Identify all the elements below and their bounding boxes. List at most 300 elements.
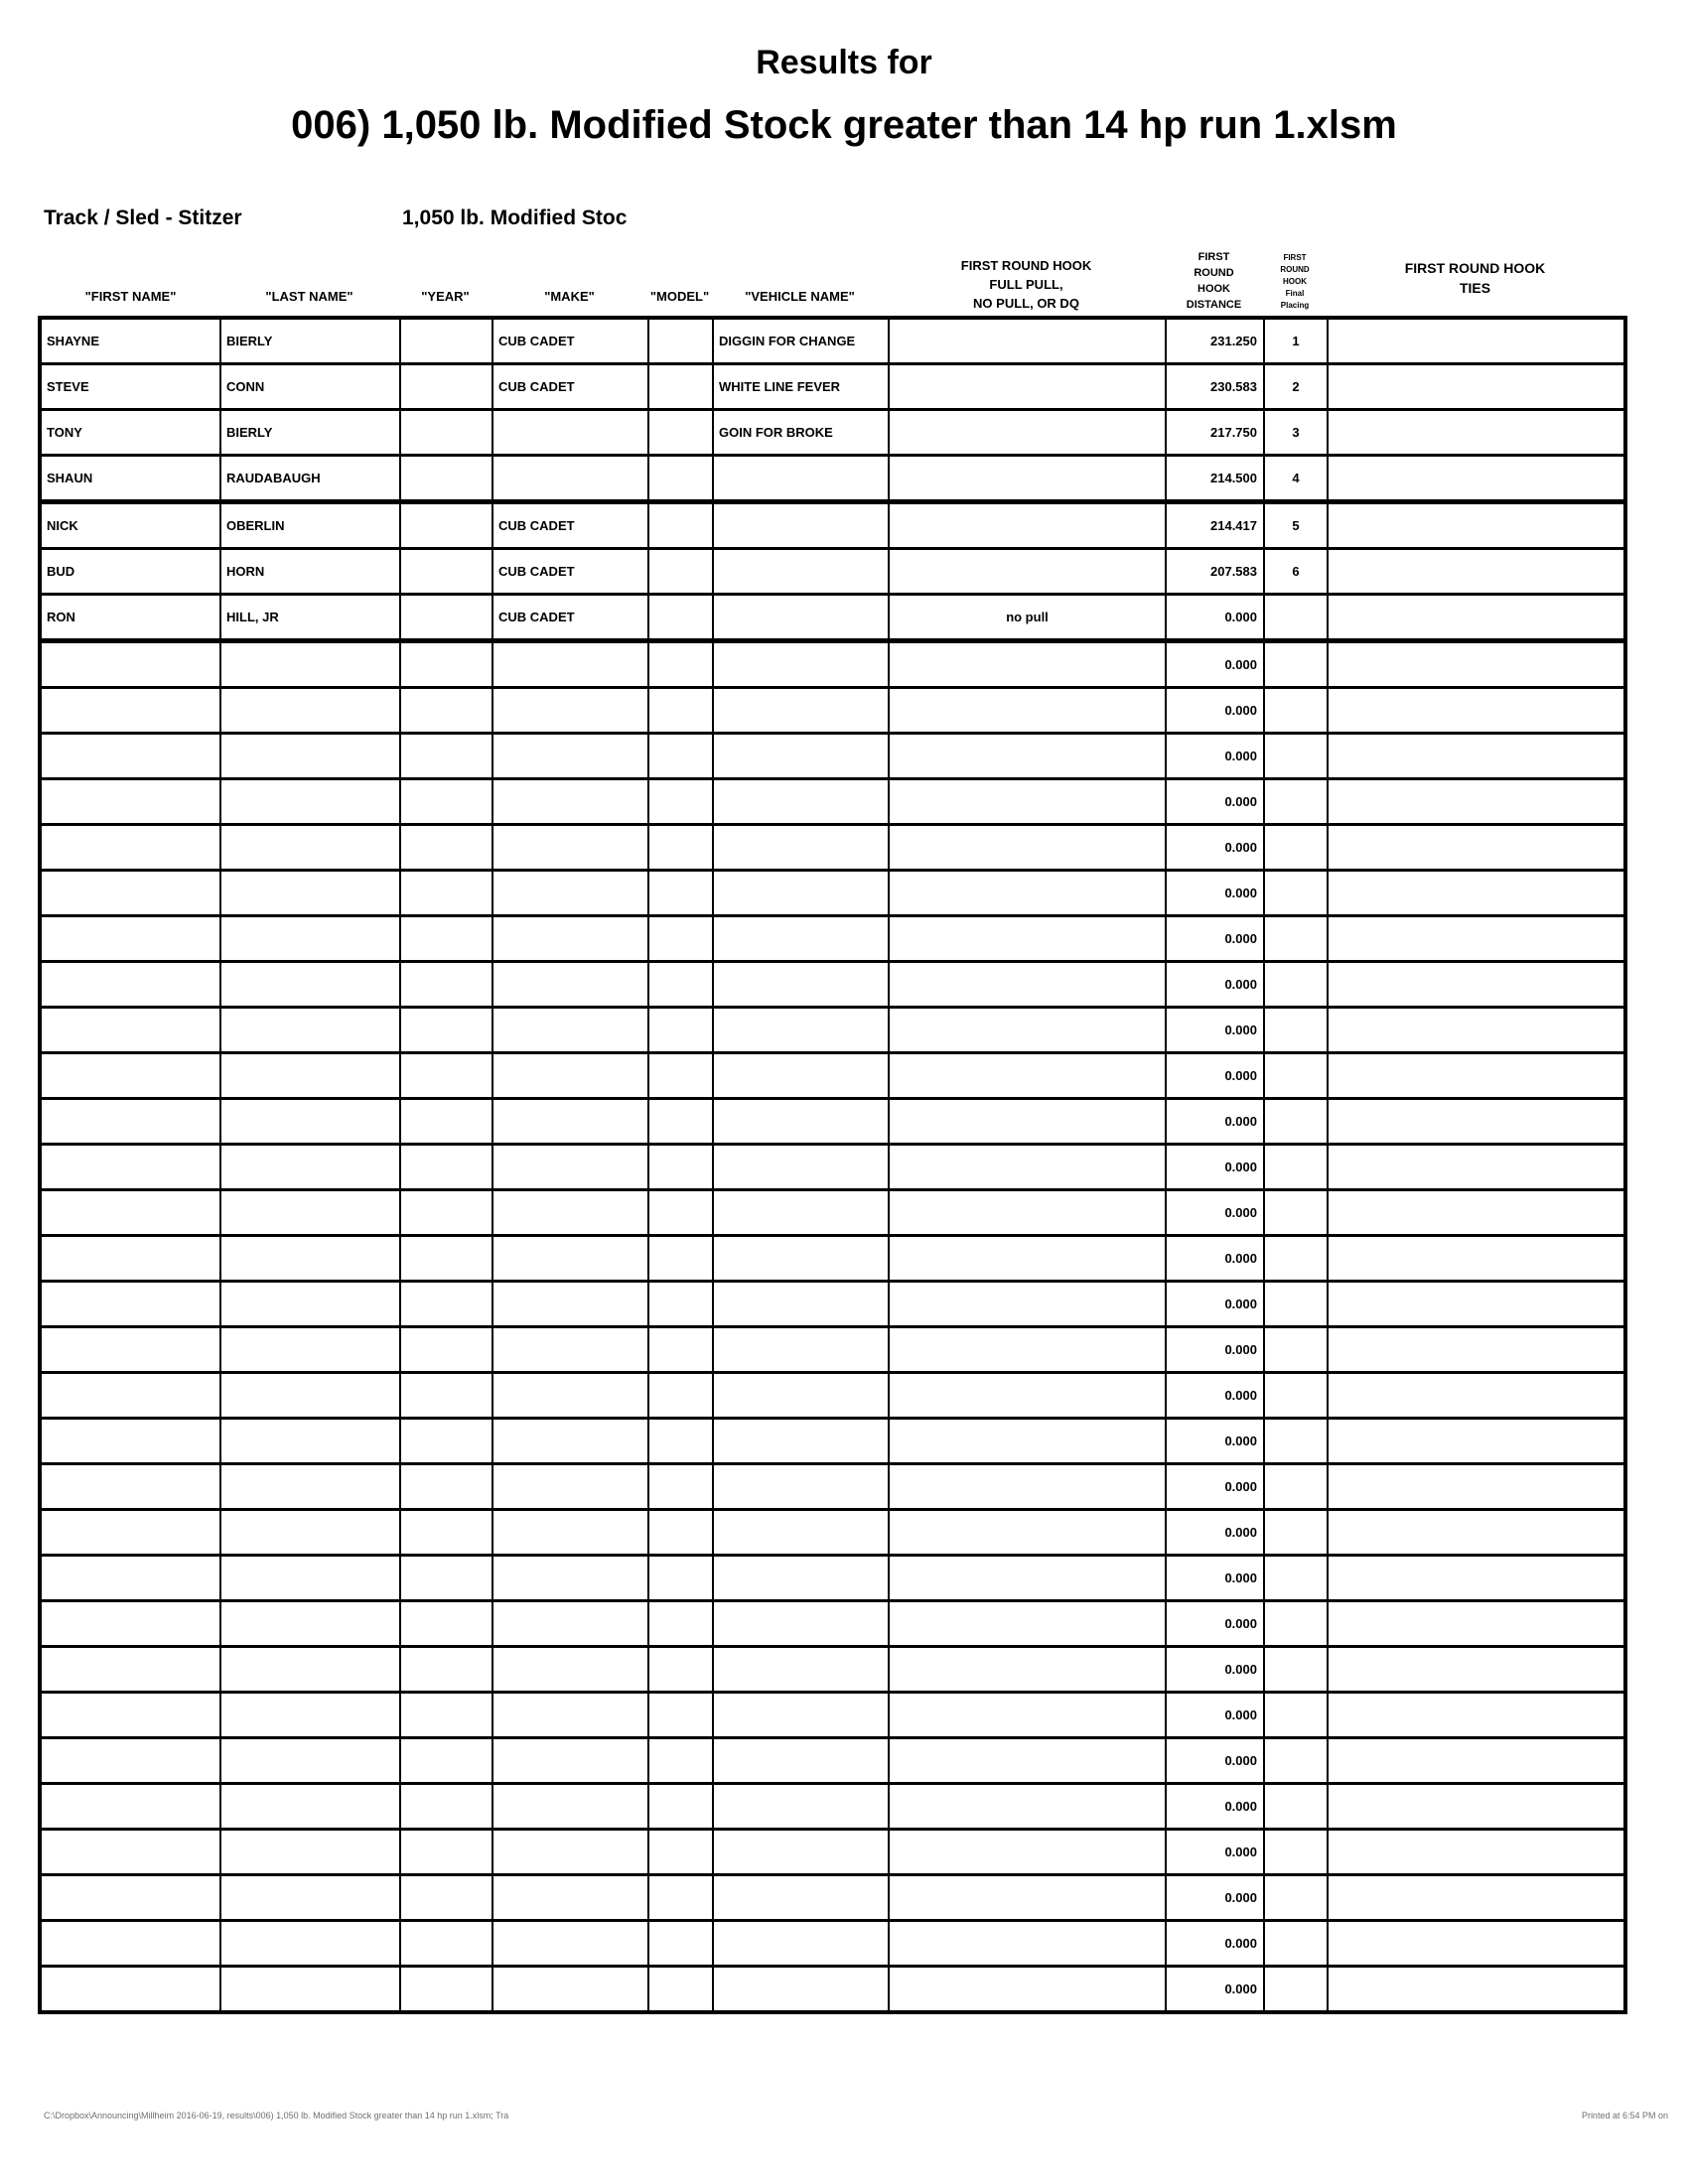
cell-placing xyxy=(1263,963,1327,1006)
column-header-ties: FIRST ROUND HOOK TIES xyxy=(1404,260,1546,296)
cell-last_name: BIERLY xyxy=(219,411,399,454)
cell-ties xyxy=(1327,1191,1623,1234)
cell-ties xyxy=(1327,504,1623,547)
cell-full_pull xyxy=(888,826,1165,869)
cell-first_name: BUD xyxy=(47,564,75,579)
table-row xyxy=(42,1508,1623,1554)
cell-make xyxy=(492,917,647,960)
cell-distance: 0.000 xyxy=(1165,1374,1263,1417)
cell-distance: 214.500 xyxy=(1165,457,1263,499)
cell-year xyxy=(399,1054,492,1097)
cell-year xyxy=(399,1785,492,1828)
cell-placing xyxy=(1263,1420,1327,1462)
cell-make xyxy=(492,1191,647,1234)
table-header-row xyxy=(42,238,1623,314)
cell-distance: 0.000 xyxy=(1165,1785,1263,1828)
table-row xyxy=(42,638,1623,686)
class-name-truncated: 1,050 lb. Modified Stoc xyxy=(402,206,628,229)
cell-ties xyxy=(1327,1237,1623,1280)
cell-make xyxy=(492,1146,647,1188)
column-header-full_pull: FIRST ROUND HOOK FULL PULL, NO PULL, OR DQ xyxy=(960,258,1092,311)
cell-full_pull xyxy=(888,1328,1165,1371)
cell-placing: 3 xyxy=(1263,411,1327,454)
table-row xyxy=(42,1006,1623,1051)
cell-ties xyxy=(1327,1054,1623,1097)
cell-ties xyxy=(1327,1465,1623,1508)
cell-last_name: HORN xyxy=(219,550,399,593)
page-title: Results for xyxy=(756,44,932,81)
cell-model xyxy=(647,1054,712,1097)
table-row xyxy=(42,408,1623,454)
cell-last_name xyxy=(219,1054,399,1097)
cell-ties xyxy=(1327,643,1623,686)
cell-placing xyxy=(1263,643,1327,686)
cell-vehicle_name xyxy=(712,963,888,1006)
cell-placing xyxy=(1263,1831,1327,1873)
cell-vehicle_name xyxy=(712,1785,888,1828)
table-row xyxy=(42,686,1623,732)
cell-ties xyxy=(1327,320,1623,362)
cell-full_pull xyxy=(888,1420,1165,1462)
cell-make xyxy=(492,780,647,823)
table-row xyxy=(42,1325,1623,1371)
cell-placing xyxy=(1263,1191,1327,1234)
cell-vehicle_name xyxy=(712,1054,888,1097)
cell-make xyxy=(492,1831,647,1873)
cell-make xyxy=(492,643,647,686)
cell-year xyxy=(399,1100,492,1143)
cell-last_name xyxy=(219,1009,399,1051)
cell-last_name xyxy=(219,1831,399,1873)
cell-make: CUB CADET xyxy=(492,365,647,408)
cell-make xyxy=(492,1100,647,1143)
cell-model xyxy=(647,365,712,408)
cell-vehicle_name xyxy=(712,1420,888,1462)
cell-model xyxy=(647,643,712,686)
cell-first_name xyxy=(42,1922,219,1965)
cell-distance: 0.000 xyxy=(1165,1557,1263,1599)
cell-full_pull xyxy=(888,1922,1165,1965)
cell-first_name xyxy=(42,643,219,686)
cell-make xyxy=(492,1283,647,1325)
cell-last_name: HILL, JR xyxy=(219,596,399,638)
cell-first_name xyxy=(42,1694,219,1736)
cell-last_name xyxy=(219,1191,399,1234)
table-row xyxy=(42,1462,1623,1508)
cell-placing xyxy=(1263,1876,1327,1919)
cell-full_pull xyxy=(888,1648,1165,1691)
cell-ties xyxy=(1327,1831,1623,1873)
cell-first_name xyxy=(42,1328,219,1371)
cell-placing xyxy=(1263,735,1327,777)
cell-distance: 0.000 xyxy=(1165,1146,1263,1188)
cell-placing xyxy=(1263,1100,1327,1143)
cell-full_pull xyxy=(888,365,1165,408)
cell-last_name xyxy=(219,689,399,732)
cell-last_name xyxy=(219,1602,399,1645)
cell-first_name xyxy=(42,1511,219,1554)
cell-placing xyxy=(1263,1739,1327,1782)
cell-distance: 0.000 xyxy=(1165,1648,1263,1691)
cell-full_pull xyxy=(888,1831,1165,1873)
cell-distance: 0.000 xyxy=(1165,1511,1263,1554)
cell-ties xyxy=(1327,917,1623,960)
cell-ties xyxy=(1327,1602,1623,1645)
cell-distance: 0.000 xyxy=(1165,872,1263,914)
cell-vehicle_name xyxy=(712,643,888,686)
cell-vehicle_name xyxy=(712,1374,888,1417)
cell-vehicle_name xyxy=(712,1648,888,1691)
cell-model xyxy=(647,1557,712,1599)
cell-vehicle_name xyxy=(712,1465,888,1508)
cell-vehicle_name xyxy=(712,1602,888,1645)
table-row xyxy=(42,1234,1623,1280)
footer-file-path: C:\Dropbox\Announcing\Millheim 2016-06-19, results\006) 1,050 lb. Modified Stock greater than 14 hp run 1.xlsm; Tra xyxy=(44,2111,509,2120)
cell-vehicle_name xyxy=(712,1283,888,1325)
cell-first_name xyxy=(42,1237,219,1280)
cell-full_pull xyxy=(888,1191,1165,1234)
table-row xyxy=(42,1554,1623,1599)
cell-vehicle_name xyxy=(712,1009,888,1051)
cell-model xyxy=(647,735,712,777)
cell-placing: 1 xyxy=(1263,320,1327,362)
cell-last_name xyxy=(219,826,399,869)
cell-ties xyxy=(1327,1420,1623,1462)
cell-distance: 0.000 xyxy=(1165,1100,1263,1143)
cell-first_name xyxy=(42,963,219,1006)
cell-last_name xyxy=(219,917,399,960)
cell-vehicle_name xyxy=(712,457,888,499)
cell-placing xyxy=(1263,1968,1327,2010)
cell-model xyxy=(647,1146,712,1188)
cell-first_name: NICK xyxy=(47,518,78,533)
cell-first_name: SHAUN xyxy=(47,471,93,485)
cell-first_name xyxy=(42,917,219,960)
table-row xyxy=(42,1371,1623,1417)
cell-model xyxy=(647,1785,712,1828)
cell-model xyxy=(647,917,712,960)
table-row xyxy=(42,1873,1623,1919)
cell-first_name xyxy=(42,1054,219,1097)
cell-year xyxy=(399,1283,492,1325)
cell-vehicle_name xyxy=(712,596,888,638)
cell-ties xyxy=(1327,1648,1623,1691)
cell-ties xyxy=(1327,1146,1623,1188)
cell-placing xyxy=(1263,1648,1327,1691)
cell-year xyxy=(399,1191,492,1234)
cell-placing: 2 xyxy=(1263,365,1327,408)
cell-model xyxy=(647,411,712,454)
cell-ties xyxy=(1327,826,1623,869)
cell-year xyxy=(399,780,492,823)
cell-year xyxy=(399,1328,492,1371)
cell-first_name xyxy=(42,1739,219,1782)
cell-make xyxy=(492,689,647,732)
cell-make xyxy=(492,1237,647,1280)
cell-year xyxy=(399,735,492,777)
column-header-distance: FIRST ROUND HOOK DISTANCE xyxy=(1186,251,1242,311)
cell-model xyxy=(647,1739,712,1782)
cell-first_name xyxy=(42,780,219,823)
cell-year xyxy=(399,1876,492,1919)
cell-last_name xyxy=(219,1876,399,1919)
cell-year xyxy=(399,457,492,499)
cell-vehicle_name: GOIN FOR BROKE xyxy=(712,411,888,454)
cell-last_name xyxy=(219,963,399,1006)
cell-full_pull: no pull xyxy=(888,596,1165,638)
cell-last_name xyxy=(219,1648,399,1691)
cell-full_pull xyxy=(888,1100,1165,1143)
cell-model xyxy=(647,1511,712,1554)
cell-year xyxy=(399,826,492,869)
cell-vehicle_name xyxy=(712,689,888,732)
cell-vehicle_name xyxy=(712,1511,888,1554)
table-row xyxy=(42,1919,1623,1965)
cell-model xyxy=(647,1876,712,1919)
cell-vehicle_name xyxy=(712,1100,888,1143)
cell-make xyxy=(492,411,647,454)
cell-year xyxy=(399,643,492,686)
cell-placing: 5 xyxy=(1263,504,1327,547)
file-title: 006) 1,050 lb. Modified Stock greater than 14 hp run 1.xlsm xyxy=(291,103,1397,147)
cell-year xyxy=(399,596,492,638)
cell-full_pull xyxy=(888,1054,1165,1097)
cell-first_name xyxy=(42,1283,219,1325)
cell-year xyxy=(399,1602,492,1645)
cell-year xyxy=(399,504,492,547)
cell-year xyxy=(399,1968,492,2010)
cell-placing: 4 xyxy=(1263,457,1327,499)
cell-distance: 0.000 xyxy=(1165,780,1263,823)
cell-model xyxy=(647,1922,712,1965)
cell-year xyxy=(399,1831,492,1873)
table-row xyxy=(42,499,1623,547)
cell-last_name xyxy=(219,1146,399,1188)
cell-make xyxy=(492,1374,647,1417)
cell-first_name xyxy=(42,735,219,777)
cell-distance: 0.000 xyxy=(1165,1876,1263,1919)
cell-year xyxy=(399,872,492,914)
cell-vehicle_name xyxy=(712,504,888,547)
cell-full_pull xyxy=(888,735,1165,777)
cell-first_name: TONY xyxy=(47,425,82,440)
cell-model xyxy=(647,1420,712,1462)
cell-year xyxy=(399,1922,492,1965)
cell-year xyxy=(399,1146,492,1188)
cell-ties xyxy=(1327,1328,1623,1371)
cell-last_name: OBERLIN xyxy=(219,504,399,547)
cell-full_pull xyxy=(888,1785,1165,1828)
cell-full_pull xyxy=(888,780,1165,823)
cell-first_name xyxy=(42,826,219,869)
cell-distance: 0.000 xyxy=(1165,1328,1263,1371)
cell-distance: 0.000 xyxy=(1165,917,1263,960)
cell-make xyxy=(492,1922,647,1965)
cell-full_pull xyxy=(888,1009,1165,1051)
cell-vehicle_name xyxy=(712,826,888,869)
cell-vehicle_name xyxy=(712,1328,888,1371)
cell-vehicle_name xyxy=(712,1876,888,1919)
cell-full_pull xyxy=(888,1602,1165,1645)
cell-placing xyxy=(1263,596,1327,638)
cell-vehicle_name xyxy=(712,917,888,960)
table-row xyxy=(42,1051,1623,1097)
table-row xyxy=(42,593,1623,638)
cell-ties xyxy=(1327,1694,1623,1736)
cell-vehicle_name xyxy=(712,1831,888,1873)
table-row xyxy=(42,1736,1623,1782)
cell-make xyxy=(492,963,647,1006)
cell-distance: 0.000 xyxy=(1165,1237,1263,1280)
cell-placing xyxy=(1263,1511,1327,1554)
cell-year xyxy=(399,1465,492,1508)
cell-vehicle_name xyxy=(712,872,888,914)
cell-distance: 0.000 xyxy=(1165,1420,1263,1462)
cell-model xyxy=(647,1237,712,1280)
cell-full_pull xyxy=(888,872,1165,914)
cell-first_name: STEVE xyxy=(47,379,89,394)
cell-vehicle_name xyxy=(712,1968,888,2010)
column-header-make: "MAKE" xyxy=(544,289,595,304)
cell-distance: 0.000 xyxy=(1165,1831,1263,1873)
cell-year xyxy=(399,1374,492,1417)
cell-year xyxy=(399,1009,492,1051)
cell-placing xyxy=(1263,1328,1327,1371)
table-row xyxy=(42,823,1623,869)
cell-ties xyxy=(1327,1009,1623,1051)
cell-distance: 0.000 xyxy=(1165,1739,1263,1782)
cell-first_name xyxy=(42,1557,219,1599)
cell-model xyxy=(647,826,712,869)
cell-make xyxy=(492,735,647,777)
cell-year xyxy=(399,917,492,960)
cell-last_name: BIERLY xyxy=(219,320,399,362)
track-sled-label: Track / Sled - Stitzer xyxy=(44,206,242,229)
table-row xyxy=(42,732,1623,777)
cell-first_name xyxy=(42,1465,219,1508)
cell-model xyxy=(647,1465,712,1508)
cell-last_name xyxy=(219,1465,399,1508)
cell-vehicle_name xyxy=(712,1237,888,1280)
cell-first_name: RON xyxy=(47,610,75,624)
cell-first_name xyxy=(42,1602,219,1645)
cell-year xyxy=(399,963,492,1006)
cell-make: CUB CADET xyxy=(492,596,647,638)
cell-last_name xyxy=(219,735,399,777)
cell-year xyxy=(399,1557,492,1599)
cell-placing xyxy=(1263,689,1327,732)
cell-distance: 217.750 xyxy=(1165,411,1263,454)
cell-vehicle_name xyxy=(712,1922,888,1965)
cell-first_name xyxy=(42,1009,219,1051)
cell-first_name xyxy=(42,872,219,914)
cell-placing xyxy=(1263,1785,1327,1828)
cell-make xyxy=(492,1876,647,1919)
cell-ties xyxy=(1327,1876,1623,1919)
cell-model xyxy=(647,1831,712,1873)
cell-model xyxy=(647,504,712,547)
footer-printed-at: Printed at 6:54 PM on xyxy=(1581,2111,1668,2120)
cell-last_name xyxy=(219,872,399,914)
cell-full_pull xyxy=(888,963,1165,1006)
table-row xyxy=(42,914,1623,960)
cell-ties xyxy=(1327,457,1623,499)
column-header-year: "YEAR" xyxy=(421,289,470,304)
cell-first_name xyxy=(42,1876,219,1919)
cell-year xyxy=(399,1237,492,1280)
cell-ties xyxy=(1327,780,1623,823)
cell-last_name xyxy=(219,1511,399,1554)
cell-make xyxy=(492,1328,647,1371)
column-header-model: "MODEL" xyxy=(649,289,710,304)
cell-make xyxy=(492,1009,647,1051)
cell-make: CUB CADET xyxy=(492,320,647,362)
cell-make: CUB CADET xyxy=(492,550,647,593)
cell-ties xyxy=(1327,963,1623,1006)
column-header-vehicle_name: "VEHICLE NAME" xyxy=(745,289,855,304)
cell-model xyxy=(647,780,712,823)
cell-first_name: SHAYNE xyxy=(47,334,99,348)
cell-last_name xyxy=(219,643,399,686)
cell-model xyxy=(647,1968,712,2010)
cell-first_name xyxy=(42,1831,219,1873)
results-table xyxy=(38,316,1627,2014)
cell-placing xyxy=(1263,872,1327,914)
cell-last_name xyxy=(219,1694,399,1736)
cell-distance: 0.000 xyxy=(1165,1009,1263,1051)
cell-full_pull xyxy=(888,1465,1165,1508)
cell-first_name xyxy=(42,1648,219,1691)
cell-model xyxy=(647,550,712,593)
cell-ties xyxy=(1327,1374,1623,1417)
cell-ties xyxy=(1327,1785,1623,1828)
cell-last_name xyxy=(219,1100,399,1143)
cell-model xyxy=(647,457,712,499)
cell-first_name xyxy=(42,1191,219,1234)
cell-full_pull xyxy=(888,1374,1165,1417)
cell-vehicle_name xyxy=(712,1191,888,1234)
cell-make xyxy=(492,872,647,914)
cell-full_pull xyxy=(888,1237,1165,1280)
cell-make xyxy=(492,1602,647,1645)
cell-last_name: CONN xyxy=(219,365,399,408)
table-row xyxy=(42,1097,1623,1143)
cell-placing xyxy=(1263,1283,1327,1325)
cell-ties xyxy=(1327,596,1623,638)
cell-full_pull xyxy=(888,1283,1165,1325)
cell-make xyxy=(492,1054,647,1097)
cell-full_pull xyxy=(888,689,1165,732)
cell-ties xyxy=(1327,1922,1623,1965)
cell-last_name xyxy=(219,1739,399,1782)
cell-model xyxy=(647,963,712,1006)
cell-year xyxy=(399,550,492,593)
table-row xyxy=(42,1280,1623,1325)
cell-model xyxy=(647,689,712,732)
cell-full_pull xyxy=(888,457,1165,499)
cell-last_name xyxy=(219,1420,399,1462)
table-row xyxy=(42,1143,1623,1188)
cell-last_name xyxy=(219,1557,399,1599)
table-row xyxy=(42,869,1623,914)
table-row xyxy=(42,1965,1623,2010)
cell-placing xyxy=(1263,1557,1327,1599)
cell-make xyxy=(492,1968,647,2010)
cell-distance: 207.583 xyxy=(1165,550,1263,593)
cell-make xyxy=(492,1420,647,1462)
cell-last_name xyxy=(219,1922,399,1965)
cell-placing xyxy=(1263,1694,1327,1736)
